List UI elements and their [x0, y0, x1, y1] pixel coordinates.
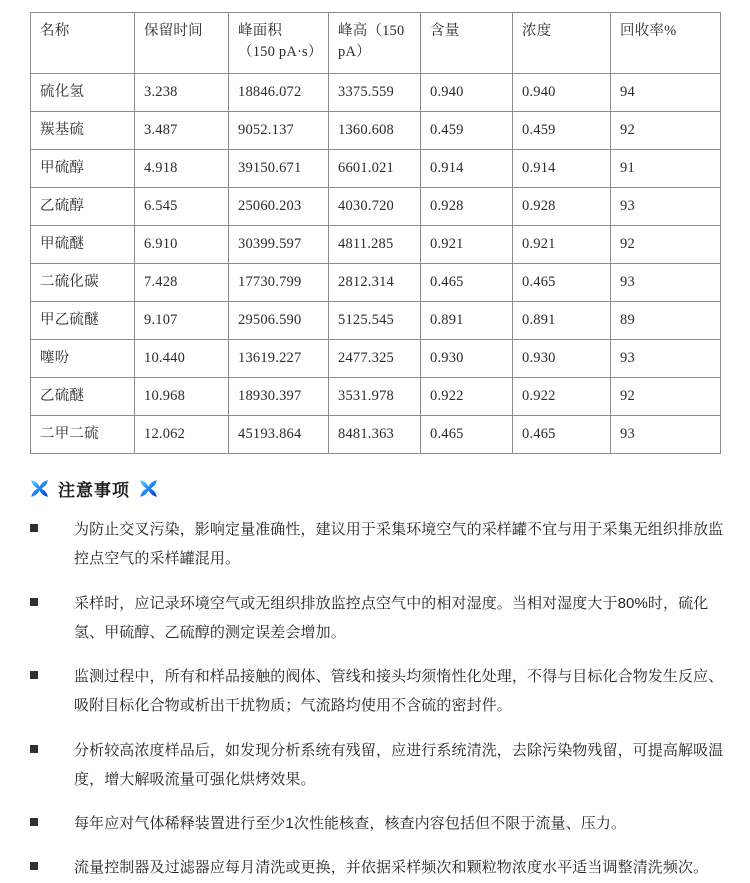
column-header-recovery-rate: 回收率%: [611, 13, 721, 74]
notice-list-item: [30, 853, 728, 882]
cell-peak-area: 25060.203: [229, 188, 329, 226]
cell-recovery-rate: 92: [611, 378, 721, 416]
cell-name: 羰基硫: [31, 112, 135, 150]
notice-list-item: [30, 809, 728, 838]
cell-content: 0.922: [421, 378, 513, 416]
cell-content: 0.940: [421, 74, 513, 112]
cell-recovery-rate: 89: [611, 302, 721, 340]
cell-peak-area: 13619.227: [229, 340, 329, 378]
cell-peak-height: 4030.720: [329, 188, 421, 226]
table-row: [31, 150, 721, 188]
cell-recovery-rate: 94: [611, 74, 721, 112]
square-bullet-icon: [30, 862, 38, 870]
cell-retention-time: 3.238: [135, 74, 229, 112]
notice-title: 注意事项: [58, 481, 130, 500]
cell-name: 甲硫醚: [31, 226, 135, 264]
column-header-retention-time: 保留时间: [135, 13, 229, 74]
cell-recovery-rate: 93: [611, 188, 721, 226]
cell-peak-height: 3531.978: [329, 378, 421, 416]
table-row: [31, 416, 721, 454]
square-bullet-icon: [30, 671, 38, 679]
cell-recovery-rate: 93: [611, 340, 721, 378]
cell-peak-area: 30399.597: [229, 226, 329, 264]
cell-retention-time: 4.918: [135, 150, 229, 188]
cell-content: 0.891: [421, 302, 513, 340]
x-star-icon-right: [139, 479, 158, 498]
table-row: [31, 264, 721, 302]
cell-retention-time: 10.440: [135, 340, 229, 378]
cell-concentration: 0.922: [513, 378, 611, 416]
cell-peak-height: 2812.314: [329, 264, 421, 302]
notice-list-item: [30, 589, 728, 648]
table-body: [31, 13, 721, 454]
table-row: [31, 74, 721, 112]
cell-retention-time: 3.487: [135, 112, 229, 150]
cell-recovery-rate: 93: [611, 264, 721, 302]
column-header-content: 含量: [421, 13, 513, 74]
table-row: [31, 226, 721, 264]
square-bullet-icon: [30, 524, 38, 532]
notice-item-text: 采样时，应记录环境空气或无组织排放监控点空气中的相对湿度。当相对湿度大于80%时，硫化氢、甲硫醇、乙硫醇的测定误差会增加。: [74, 594, 709, 641]
x-star-icon-left: [30, 479, 49, 498]
cell-content: 0.914: [421, 150, 513, 188]
column-header-peak-height: 峰高（150 pA）: [329, 13, 421, 74]
square-bullet-icon: [30, 745, 38, 753]
table-row: [31, 188, 721, 226]
cell-peak-area: 29506.590: [229, 302, 329, 340]
notice-list: [0, 501, 750, 883]
notice-item-text: 为防止交叉污染，影响定量准确性，建议用于采集环境空气的采样罐不宜与用于采集无组织排放监控点空气的采样罐混用。: [74, 521, 724, 568]
column-header-name: 名称: [31, 13, 135, 74]
notice-item-text: 分析较高浓度样品后，如发现分析系统有残留，应进行系统清洗，去除污染物残留，可提高解吸温度，增大解吸流量可强化烘烤效果。: [74, 741, 724, 788]
cell-name: 甲硫醇: [31, 150, 135, 188]
cell-peak-height: 3375.559: [329, 74, 421, 112]
cell-concentration: 0.930: [513, 340, 611, 378]
cell-concentration: 0.914: [513, 150, 611, 188]
cell-name: 噻吩: [31, 340, 135, 378]
cell-retention-time: 6.545: [135, 188, 229, 226]
cell-peak-area: 18846.072: [229, 74, 329, 112]
square-bullet-icon: [30, 818, 38, 826]
notice-list-item: [30, 515, 728, 574]
cell-retention-time: 7.428: [135, 264, 229, 302]
cell-concentration: 0.465: [513, 416, 611, 454]
cell-peak-area: 45193.864: [229, 416, 329, 454]
cell-peak-height: 5125.545: [329, 302, 421, 340]
notice-item-text: 流量控制器及过滤器应每月清洗或更换，并依据采样频次和颗粒物浓度水平适当调整清洗频次。: [74, 859, 709, 877]
cell-recovery-rate: 93: [611, 416, 721, 454]
cell-concentration: 0.940: [513, 74, 611, 112]
cell-peak-height: 2477.325: [329, 340, 421, 378]
cell-recovery-rate: 92: [611, 112, 721, 150]
cell-name: 硫化氢: [31, 74, 135, 112]
cell-recovery-rate: 91: [611, 150, 721, 188]
cell-peak-height: 4811.285: [329, 226, 421, 264]
cell-peak-height: 6601.021: [329, 150, 421, 188]
sulfur-compound-results-table: [30, 12, 721, 454]
cell-name: 二甲二硫: [31, 416, 135, 454]
table-row: [31, 340, 721, 378]
table-row: [31, 378, 721, 416]
cell-peak-area: 17730.799: [229, 264, 329, 302]
cell-concentration: 0.465: [513, 264, 611, 302]
notice-item-text: 每年应对气体稀释装置进行至少1次性能核查，核查内容包括但不限于流量、压力。: [74, 815, 627, 832]
cell-concentration: 0.891: [513, 302, 611, 340]
cell-content: 0.465: [421, 264, 513, 302]
cell-retention-time: 10.968: [135, 378, 229, 416]
cell-content: 0.930: [421, 340, 513, 378]
notice-list-item: [30, 736, 728, 795]
table-row: [31, 302, 721, 340]
cell-retention-time: 9.107: [135, 302, 229, 340]
cell-concentration: 0.928: [513, 188, 611, 226]
cell-retention-time: 6.910: [135, 226, 229, 264]
cell-content: 0.928: [421, 188, 513, 226]
cell-retention-time: 12.062: [135, 416, 229, 454]
notice-heading: [0, 454, 750, 501]
notice-list-item: [30, 662, 728, 721]
cell-content: 0.921: [421, 226, 513, 264]
cell-recovery-rate: 92: [611, 226, 721, 264]
cell-name: 乙硫醚: [31, 378, 135, 416]
cell-peak-height: 8481.363: [329, 416, 421, 454]
cell-peak-height: 1360.608: [329, 112, 421, 150]
cell-name: 甲乙硫醚: [31, 302, 135, 340]
cell-content: 0.465: [421, 416, 513, 454]
cell-name: 二硫化碳: [31, 264, 135, 302]
notice-item-text: 监测过程中，所有和样品接触的阀体、管线和接头均须惰性化处理，不得与目标化合物发生反应、吸附目标化合物或析出干扰物质；气流路均使用不含硫的密封件。: [74, 668, 724, 715]
column-header-peak-area: 峰面积（150 pA·s）: [229, 13, 329, 74]
cell-concentration: 0.459: [513, 112, 611, 150]
cell-concentration: 0.921: [513, 226, 611, 264]
column-header-concentration: 浓度: [513, 13, 611, 74]
table-row: [31, 112, 721, 150]
cell-name: 乙硫醇: [31, 188, 135, 226]
cell-peak-area: 39150.671: [229, 150, 329, 188]
square-bullet-icon: [30, 598, 38, 606]
cell-peak-area: 9052.137: [229, 112, 329, 150]
table-header-row: [31, 13, 721, 74]
cell-peak-area: 18930.397: [229, 378, 329, 416]
cell-content: 0.459: [421, 112, 513, 150]
